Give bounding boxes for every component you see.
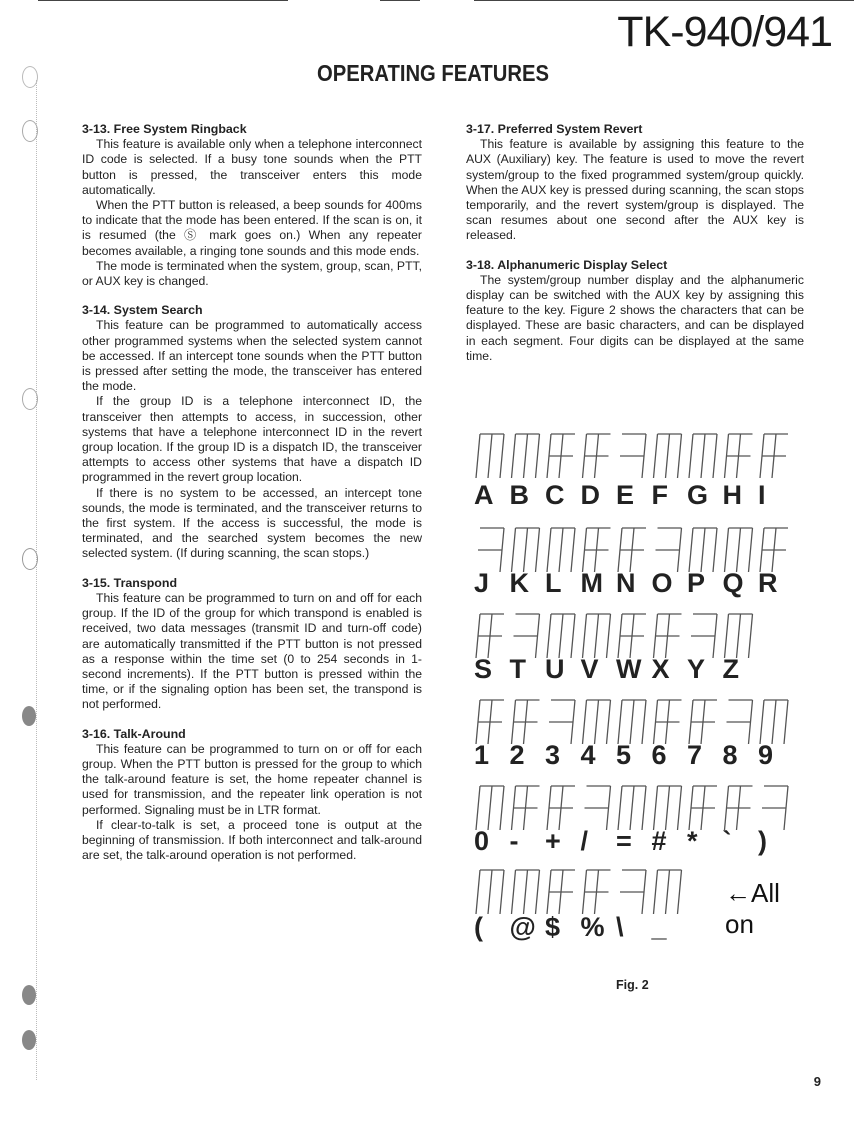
segment-stroke	[630, 786, 634, 830]
display-character: I	[758, 480, 766, 510]
paragraph: This feature is available only when a telephone interconnect ID code is selected. If a busy tone sounds when the PTT button is pressed, the transceiver enters this mode automatically.	[82, 137, 422, 197]
display-character: 1	[474, 740, 490, 770]
display-character: (	[474, 912, 483, 942]
top-rule-right	[474, 0, 854, 1]
segment-glyph	[512, 870, 540, 914]
section-transpond	[82, 576, 422, 713]
segment-glyph	[583, 434, 611, 478]
segment-stroke	[689, 528, 693, 572]
display-character: #	[651, 826, 667, 856]
segment-glyph	[725, 614, 753, 658]
segment-glyph	[689, 434, 717, 478]
paragraph: This feature is available by assigning this feature to the AUX (Auxiliary) key. The feature is used to move the revert system/group to the fixed programmed system/group quickly. When the AUX key is pressed during scanning, the scan stops temporarily, and the revert system/group is displayed. The scan resumes about one second after the AUX key is released.	[466, 137, 804, 243]
character-row	[474, 654, 758, 685]
display-character: G	[687, 480, 709, 510]
display-character: 8	[722, 740, 738, 770]
segment-glyph	[583, 870, 611, 914]
section-heading: 3-18. Alphanumeric Display Select	[466, 257, 668, 272]
segment-stroke	[583, 700, 587, 744]
segment-stroke	[500, 870, 504, 914]
segment-glyph	[618, 786, 646, 830]
display-character: \	[616, 912, 624, 942]
display-character: D	[580, 480, 600, 510]
segment-glyph	[547, 614, 575, 658]
display-character: B	[509, 480, 529, 510]
segment-glyph	[689, 786, 717, 830]
section-preferred-system-revert	[466, 122, 804, 244]
all-on-label: ←All on	[725, 878, 780, 939]
segment-stroke	[701, 528, 705, 572]
segment-glyph	[618, 700, 646, 744]
segment-stroke	[618, 786, 622, 830]
margin-binding-line	[36, 80, 38, 1080]
segment-stroke	[666, 870, 670, 914]
display-character: T	[509, 654, 526, 684]
segment-glyph	[476, 614, 504, 658]
display-character: 9	[758, 740, 774, 770]
segment-glyph	[585, 786, 611, 830]
segment-glyph	[691, 614, 717, 658]
paragraph: This feature can be programmed to turn on or off for each group. When the PTT button is pressed for the group to which the talk-around feature is set, the home repeater channel is used for transmission, and the repeater link operation is not performed. Signaling must be in LTR format.	[82, 741, 422, 817]
display-character: =	[616, 826, 632, 856]
segment-stroke	[476, 870, 480, 914]
segment-stroke	[547, 614, 551, 658]
segment-stroke	[642, 786, 646, 830]
segment-glyph	[476, 434, 504, 478]
segment-stroke	[476, 434, 480, 478]
display-character: E	[616, 480, 635, 510]
segment-glyph	[656, 528, 682, 572]
model-number: TK-940/941	[617, 8, 832, 56]
segment-stroke	[654, 870, 658, 914]
segment-glyph	[583, 700, 611, 744]
display-character: F	[651, 480, 668, 510]
segment-stroke	[524, 434, 528, 478]
display-character: V	[580, 654, 599, 684]
segment-glyph	[689, 700, 717, 744]
segment-glyph	[725, 528, 753, 572]
section-alphanumeric-display-select	[466, 258, 804, 364]
segment-stroke	[595, 700, 599, 744]
segment-glyph	[689, 528, 717, 572]
display-character: 4	[580, 740, 596, 770]
character-row	[474, 568, 794, 599]
segment-stroke	[749, 614, 753, 658]
top-rule-mid	[380, 0, 420, 1]
segment-stroke	[524, 870, 528, 914]
section-system-search	[82, 303, 422, 561]
display-character: L	[545, 568, 562, 598]
segment-glyph	[512, 434, 540, 478]
page-number: 9	[813, 1074, 821, 1089]
page-title: OPERATING FEATURES	[316, 60, 550, 86]
paragraph: This feature can be programmed to turn on and off for each group. If the ID of the group for which transpond is enabled is received, two data messages (transmit ID and turn-off code) are automatically transmitted if the PTT button is not pressed as a response within the time set (0 to 254 seconds in 1-second increments). If the PTT button is pressed within the time, or if the signaling option has been set, the transpond is not performed.	[82, 590, 422, 712]
segment-stroke	[666, 786, 670, 830]
segment-stroke	[642, 700, 646, 744]
segment-stroke	[618, 700, 622, 744]
segment-glyph	[654, 614, 682, 658]
segment-stroke	[595, 614, 599, 658]
binding-hole	[22, 1030, 36, 1050]
segment-stroke	[512, 870, 516, 914]
display-character: X	[651, 654, 670, 684]
display-character: O	[651, 568, 673, 598]
segment-stroke	[500, 786, 504, 830]
segment-glyph	[654, 700, 682, 744]
segment-stroke	[760, 700, 764, 744]
segment-stroke	[488, 786, 492, 830]
segment-glyph	[547, 870, 575, 914]
segment-stroke	[607, 700, 611, 744]
segment-glyph	[620, 434, 646, 478]
segment-glyph	[512, 528, 540, 572]
display-character: 7	[687, 740, 703, 770]
segment-stroke	[666, 434, 670, 478]
paragraph: If there is no system to be accessed, an intercept tone sounds, the mode is terminated, and the transceiver returns to the first system. If the access is successful, the mode is terminated, and the searched system becomes the new selected system. (If during scanning, the scan stops.)	[82, 485, 422, 561]
segment-stroke	[737, 528, 741, 572]
section-heading: 3-16. Talk-Around	[82, 726, 186, 741]
display-character: `	[722, 826, 732, 856]
segment-stroke	[500, 434, 504, 478]
segment-glyph	[547, 434, 575, 478]
section-heading: 3-13. Free System Ringback	[82, 122, 247, 136]
segment-glyph	[725, 434, 753, 478]
figure-caption: Fig. 2	[616, 978, 649, 992]
paragraph: This feature can be programmed to automatically access other programmed systems when the selected system cannot be accessed. If an intercept tone sounds when the PTT button is pressed after setting the mode, the transceiver has entered the mode.	[82, 318, 422, 394]
segment-stroke	[571, 528, 575, 572]
segment-stroke	[488, 870, 492, 914]
segment-glyph	[725, 786, 753, 830]
top-rule-left	[38, 0, 288, 1]
display-character: %	[580, 912, 605, 942]
binding-hole	[22, 388, 38, 410]
segment-stroke	[536, 870, 540, 914]
segment-stroke	[524, 528, 528, 572]
segment-stroke	[536, 434, 540, 478]
segment-stroke	[488, 434, 492, 478]
segment-stroke	[654, 434, 658, 478]
display-character: Y	[687, 654, 706, 684]
display-character: J	[474, 568, 490, 598]
display-character: 3	[545, 740, 561, 770]
segment-stroke	[607, 614, 611, 658]
segment-stroke	[583, 614, 587, 658]
display-character: S	[474, 654, 493, 684]
binding-hole	[22, 985, 36, 1005]
display-character: 5	[616, 740, 632, 770]
segment-glyph	[654, 786, 682, 830]
segment-stroke	[536, 528, 540, 572]
segment-glyph	[514, 614, 540, 658]
segment-glyph	[512, 786, 540, 830]
segment-glyph	[512, 700, 540, 744]
segment-glyph	[654, 434, 682, 478]
display-character: H	[722, 480, 742, 510]
segment-stroke	[512, 528, 516, 572]
segment-stroke	[512, 434, 516, 478]
display-character: 0	[474, 826, 490, 856]
segment-glyph	[583, 528, 611, 572]
display-character: /	[580, 826, 589, 856]
segment-glyph	[478, 528, 504, 572]
display-character: R	[758, 568, 778, 598]
segment-glyph	[760, 528, 788, 572]
segment-glyph	[476, 786, 504, 830]
segment-glyph	[547, 528, 575, 572]
section-heading: 3-17. Preferred System Revert	[466, 122, 643, 136]
display-character: N	[616, 568, 636, 598]
segment-stroke	[630, 700, 634, 744]
display-character: P	[687, 568, 706, 598]
display-character: )	[758, 826, 767, 856]
section-heading: 3-14. System Search	[82, 303, 203, 318]
segment-glyph-row	[470, 428, 800, 484]
segment-stroke	[725, 528, 729, 572]
segment-stroke	[678, 434, 682, 478]
display-character: 2	[509, 740, 525, 770]
display-character: +	[545, 826, 561, 856]
binding-hole	[22, 120, 38, 142]
segment-stroke	[678, 870, 682, 914]
segment-glyph	[760, 434, 788, 478]
left-column	[82, 122, 422, 877]
display-character: W	[616, 654, 642, 684]
segment-stroke	[725, 614, 729, 658]
segment-glyph	[618, 528, 646, 572]
figure-segment-characters	[470, 428, 810, 948]
display-character: *	[687, 826, 698, 856]
binding-hole	[22, 66, 38, 88]
segment-glyph	[549, 700, 575, 744]
segment-glyph	[654, 870, 682, 914]
display-character: C	[545, 480, 565, 510]
display-character: @	[509, 912, 536, 942]
paragraph: The system/group number display and the alphanumeric display can be switched with the AUX key by assigning this feature to the key. Figure 2 shows the characters that can be displayed. These are basic characters, and can be displayed in each segment. Four digits can be displayed at the same time.	[466, 272, 804, 363]
segment-stroke	[571, 614, 575, 658]
character-row	[474, 740, 794, 771]
section-heading: 3-15. Transpond	[82, 575, 178, 590]
segment-glyph	[727, 700, 753, 744]
display-character: K	[509, 568, 529, 598]
segment-glyph	[760, 700, 788, 744]
segment-stroke	[772, 700, 776, 744]
segment-stroke	[713, 528, 717, 572]
paragraph: The mode is terminated when the system, group, scan, PTT, or AUX key is changed.	[82, 258, 422, 289]
segment-stroke	[713, 434, 717, 478]
segment-glyph	[583, 614, 611, 658]
display-character: $	[545, 912, 561, 942]
segment-stroke	[559, 614, 563, 658]
segment-glyph	[476, 870, 504, 914]
segment-stroke	[701, 434, 705, 478]
segment-stroke	[678, 786, 682, 830]
section-free-system-ringback	[82, 122, 422, 289]
character-row	[474, 912, 687, 943]
paragraph: If the group ID is a telephone interconnect ID, the transceiver then attempts to access, in succession, other systems that have a telephone interconnect ID in the revert group location. If the group ID is a dispatch ID, the transceiver attempts to access other systems that have a dispatch ID programmed in the revert group location.	[82, 394, 422, 485]
display-character: 6	[651, 740, 667, 770]
display-character: M	[580, 568, 603, 598]
segment-stroke	[737, 614, 741, 658]
segment-glyph	[476, 700, 504, 744]
character-row	[474, 480, 794, 511]
display-character: U	[545, 654, 565, 684]
segment-glyph	[618, 614, 646, 658]
display-character: Q	[722, 568, 744, 598]
segment-stroke	[689, 434, 693, 478]
character-row	[474, 826, 794, 857]
segment-stroke	[654, 786, 658, 830]
binding-hole	[22, 548, 38, 570]
segment-glyph	[547, 786, 575, 830]
display-character: A	[474, 480, 494, 510]
binding-hole	[22, 706, 36, 726]
segment-stroke	[476, 786, 480, 830]
segment-glyph	[620, 870, 646, 914]
display-character: Z	[722, 654, 739, 684]
segment-stroke	[559, 528, 563, 572]
segment-glyph	[762, 786, 788, 830]
paragraph: When the PTT button is released, a beep sounds for 400ms to indicate that the mode has been entered. If the scan is on, it is resumed (the Ⓢ mark goes on.) When any repeater becomes available, a ringing tone sounds and this mode ends.	[82, 198, 422, 258]
display-character: -	[509, 826, 519, 856]
segment-stroke	[547, 528, 551, 572]
paragraph: If clear-to-talk is set, a proceed tone is output at the beginning of transmission. If both interconnect and talk-around are set, the talk-around operation is not performed.	[82, 817, 422, 863]
right-column	[466, 122, 804, 378]
display-character: _	[651, 912, 667, 942]
segment-stroke	[749, 528, 753, 572]
section-talk-around	[82, 727, 422, 864]
segment-stroke	[784, 700, 788, 744]
